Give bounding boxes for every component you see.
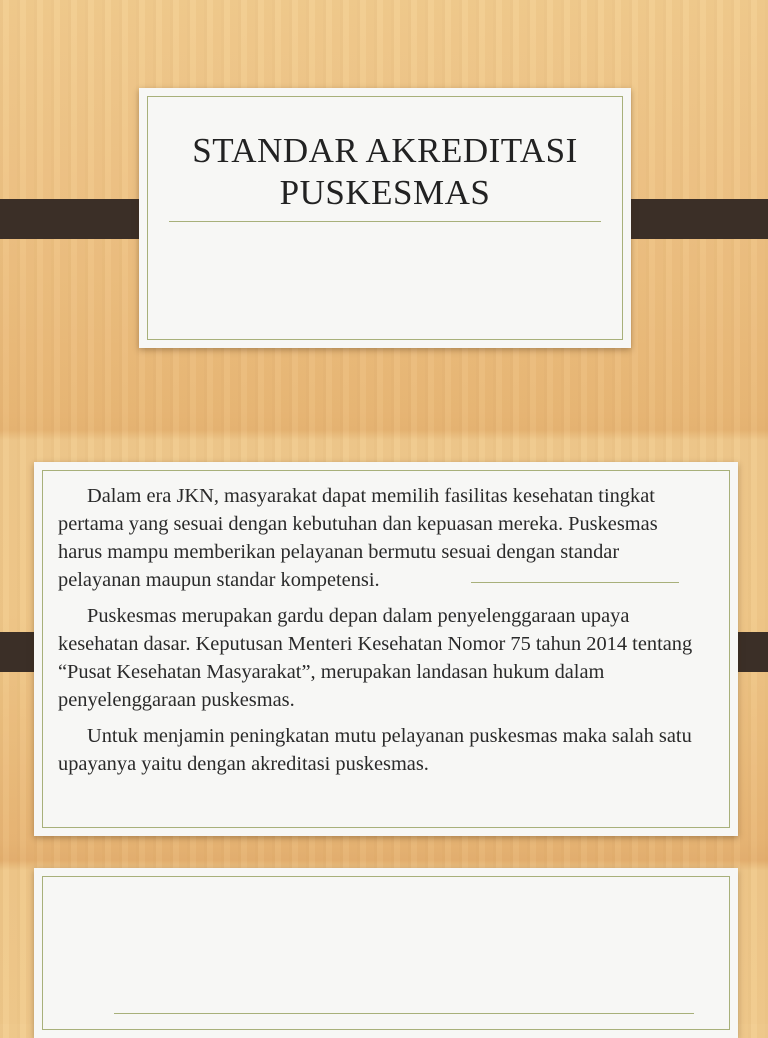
- slide-body-text: [58, 482, 706, 786]
- slide-title: [139, 130, 631, 214]
- slide1-left-tab: [0, 199, 156, 239]
- slide1-right-tab: [613, 199, 768, 239]
- title-line-2: PUSKESMAS: [279, 173, 491, 212]
- content-slide[interactable]: [34, 462, 738, 836]
- title-divider: [169, 221, 601, 222]
- paragraph-1: Dalam era JKN, masyarakat dapat memilih fasilitas kesehatan tingkat pertama yang sesuai dengan kebutuhan dan kepuasan mereka. Puskesmas harus mampu memberikan pelayanan bermutu sesuai dengan standar pelayanan maupun standar kompetensi.: [58, 485, 658, 591]
- paragraph-2: Puskesmas merupakan gardu depan dalam penyelenggaraan upaya kesehatan dasar. Keputusan Menteri Kesehatan Nomor 75 tahun 2014 tentang “Pusat Kesehatan Masyarakat”, merupakan landasan hukum dalam penyelenggaraan puskesmas.: [58, 605, 693, 711]
- title-slide[interactable]: [139, 88, 631, 348]
- slide-frame: [42, 876, 730, 1030]
- third-slide-divider: [114, 1013, 694, 1014]
- third-slide[interactable]: [34, 868, 738, 1038]
- paragraph-3: Untuk menjamin peningkatan mutu pelayanan puskesmas maka salah satu upayanya yaitu dengan akreditasi puskesmas.: [58, 725, 692, 775]
- title-line-1: STANDAR AKREDITASI: [192, 131, 578, 170]
